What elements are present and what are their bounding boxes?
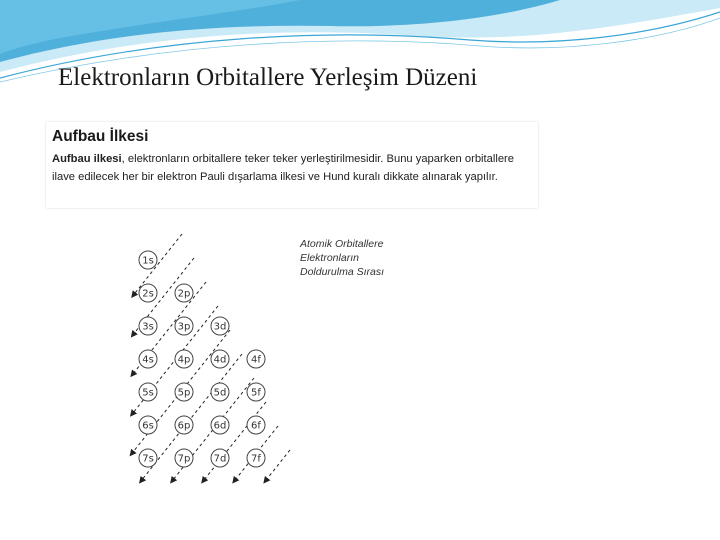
orbital-label: 5p [177,387,191,399]
filling-order-arrow [265,450,290,482]
orbital-7f [247,449,265,467]
orbital-3d [211,317,229,335]
orbital-3p [175,317,193,335]
orbital-label: 3p [177,321,191,333]
orbital-7d [211,449,229,467]
caption-line-1: Atomik Orbitallere [300,238,384,250]
orbital-5d [211,383,229,401]
orbital-4d [211,350,229,368]
orbital-label: 5s [142,387,154,399]
orbital-label: 7p [177,453,191,465]
textbook-body [52,150,534,186]
orbital-label: 6p [177,420,191,432]
orbital-label: 2s [142,288,154,300]
orbital-2p [175,284,193,302]
orbital-2s [139,284,157,302]
orbital-label: 6s [142,420,154,432]
orbital-label: 5d [213,387,227,399]
slide-title: Elektronların Orbitallere Yerleşim Düzeni [58,64,478,91]
textbook-term: Aufbau ilkesi [52,153,122,165]
filling-order-arrow [132,234,182,296]
orbital-7s [139,449,157,467]
orbital-6s [139,416,157,434]
filling-order-arrow [202,402,266,482]
orbital-5f [247,383,265,401]
caption-line-3: Doldurulma Sırası [300,266,385,278]
orbital-label: 6d [213,420,227,432]
orbital-6p [175,416,193,434]
orbital-label: 1s [142,255,154,267]
orbital-label: 2p [177,288,191,300]
orbital-label: 7s [142,453,154,465]
orbital-label: 4f [251,354,261,366]
orbital-label: 3d [213,321,227,333]
textbook-excerpt [46,122,538,208]
orbital-label: 7f [251,453,261,465]
textbook-body-text: , elektronların orbitallere teker teker yerleştirilmesidir. Bunu yaparken orbitallere ilave edilecek her bir elektron Pauli dışarlama ilkesi ve Hund kuralı dikkate alınarak yapılır. [52,153,514,183]
orbital-label: 4d [213,354,227,366]
orbital-4f [247,350,265,368]
orbital-label: 6f [251,420,261,432]
orbital-7p [175,449,193,467]
textbook-heading: Aufbau İlkesi [52,128,149,145]
orbital-6f [247,416,265,434]
orbital-label: 3s [142,321,154,333]
orbital-1s [139,251,157,269]
orbital-5p [175,383,193,401]
orbital-5s [139,383,157,401]
orbital-4p [175,350,193,368]
caption-line-2: Elektronların [300,252,359,264]
orbital-4s [139,350,157,368]
orbital-label: 7d [213,453,227,465]
orbital-label: 5f [251,387,261,399]
orbital-label: 4p [177,354,191,366]
diagram-caption [300,237,418,279]
aufbau-diagram [108,232,418,492]
orbital-3s [139,317,157,335]
orbital-label: 4s [142,354,154,366]
orbital-6d [211,416,229,434]
